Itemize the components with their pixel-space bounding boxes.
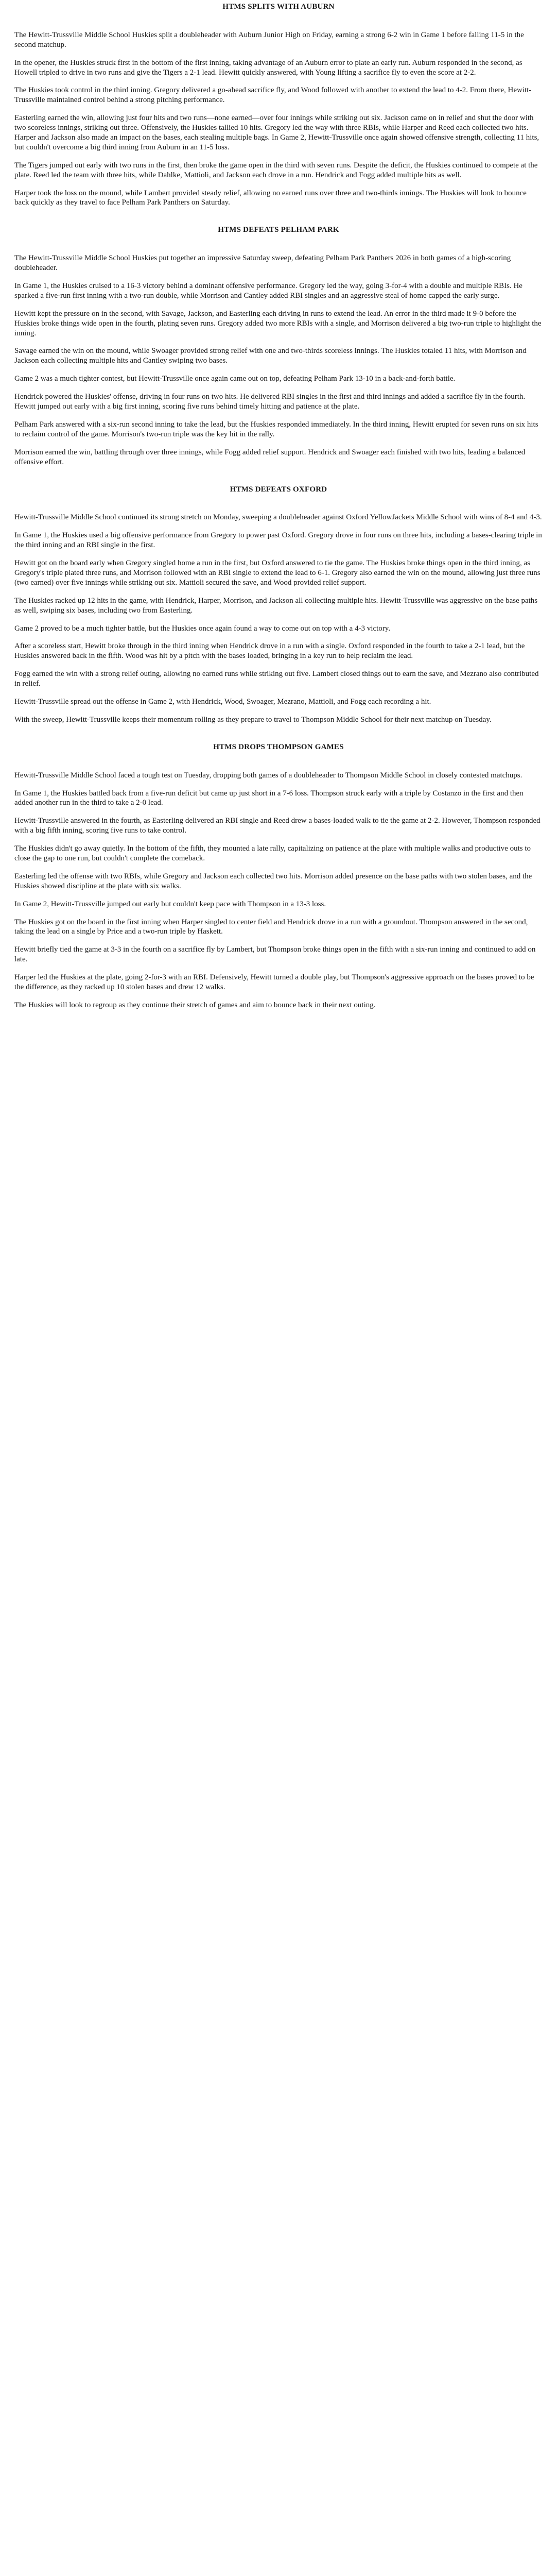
- article-paragraph: The Huskies took control in the third inning. Gregory delivered a go-ahead sacrifice fly, and Wood followed with another to extend the lead to 4-2. From there, Hewitt-Trussville maintained control behind a strong pitching performance.: [14, 86, 532, 105]
- article-paragraph: Hewitt-Trussville answered in the fourth, as Easterling delivered an RBI single and Reed drew a bases-loaded walk to tie the game at 2-2. However, Thompson responded with a big fifth inning, scoring five runs to take control.: [14, 817, 540, 835]
- article-paragraph: Hewitt got on the board early when Gregory singled home a run in the first, but Oxford answered to tie the game. The Huskies broke things open in the third inning, as Gregory's triple plated three runs, and Morrison followed with an RBI single to extend the lead to 6-1. Gregory also earned the win on the mound, allowing just three runs (two earned) over five innings while striking out six. Mattioli secured the save, and Wood provided relief support.: [14, 559, 540, 587]
- article-paragraph: The Huskies didn't go away quietly. In the bottom of the fifth, they mounted a late rally, capitalizing on patience at the plate with multiple walks and productive outs to close the gap to one run, but couldn't complete the comeback.: [14, 844, 531, 862]
- article-paragraph: In the opener, the Huskies struck first in the bottom of the first inning, taking advantage of an Auburn error to plate an early run. Auburn responded in the second, as Howell tripled to drive in two runs and give the Tigers a 2-1 lead. Hewitt quickly answered, with Young lifting a sacrifice fly to even the score at 2-2.: [14, 58, 522, 77]
- article-auburn: [14, 2, 543, 208]
- article-thompson: [14, 742, 543, 1010]
- article-headline: HTMS DEFEATS PELHAM PARK: [218, 226, 339, 234]
- article-paragraph: The Huskies racked up 12 hits in the game, with Hendrick, Harper, Morrison, and Jackson all collecting multiple hits. Hewitt-Trussville was aggressive on the base paths as well, swiping six bases, including two from Easterling.: [14, 596, 538, 615]
- article-paragraph: In Game 1, the Huskies used a big offensive performance from Gregory to power past Oxford. Gregory drove in four runs on three hits, including a bases-clearing triple in the third inning and an RBI single in the first.: [14, 531, 542, 550]
- article-paragraph: The Hewitt-Trussville Middle School Huskies put together an impressive Saturday sweep, defeating Pelham Park Panthers 2026 in both games of a high-scoring doubleheader.: [14, 254, 511, 273]
- article-paragraph: Hewitt-Trussville Middle School faced a tough test on Tuesday, dropping both games of a doubleheader to Thompson Middle School in closely contested matchups.: [14, 771, 522, 779]
- article-paragraph: Game 2 proved to be a much tighter battle, but the Huskies once again found a way to come out on top with a 4-3 victory.: [14, 624, 391, 633]
- article-paragraph: Harper led the Huskies at the plate, going 2-for-3 with an RBI. Defensively, Hewitt turned a double play, but Thompson's aggressive approach on the bases proved to be the difference, as they racked up 10 stolen bases and drew 12 walks.: [14, 973, 534, 991]
- article-headline: HTMS SPLITS WITH AUBURN: [222, 3, 335, 11]
- article-paragraph: Easterling led the offense with two RBIs, while Gregory and Jackson each collected two hits. Morrison added presence on the base paths with two stolen bases, and the Huskies showed discipline at the plate with six walks.: [14, 872, 532, 890]
- article-paragraph: With the sweep, Hewitt-Trussville keeps their momentum rolling as they prepare to travel to Thompson Middle School for their next matchup on Tuesday.: [14, 715, 492, 724]
- article-paragraph: Morrison earned the win, battling through over three innings, while Fogg added relief support. Hendrick and Swoager each finished with two hits, leading a balanced offensive effort.: [14, 448, 526, 466]
- article-paragraph: In Game 1, the Huskies battled back from a five-run deficit but came up just short in a 7-6 loss. Thompson struck early with a triple by Costanzo in the first and then added another run in the third to take a 2-0 lead.: [14, 789, 524, 807]
- article-pelham-park: [14, 225, 543, 467]
- article-paragraph: The Huskies got on the board in the first inning when Harper singled to center field and Hendrick drove in a run with a groundout. Thompson answered in the second, taking the lead on a single by Price and a two-run triple by Haskett.: [14, 918, 528, 936]
- article-paragraph: The Tigers jumped out early with two runs in the first, then broke the game open in the third with seven runs. Despite the deficit, the Huskies continued to compete at the plate. Reed led the team with three hits, while Dahlke, Mattioli, and Jackson each drove in a run. Hendrick and Fogg added multiple hits as well.: [14, 161, 538, 179]
- article-paragraph: Harper took the loss on the mound, while Lambert provided steady relief, allowing no earned runs over three and two-thirds innings. The Huskies will look to bounce back quickly as they travel to face Pelham Park Panthers on Saturday.: [14, 189, 527, 207]
- article-paragraph: Hendrick powered the Huskies' offense, driving in four runs on two hits. He delivered RBI singles in the first and third innings and added a sacrifice fly in the fourth. Hewitt jumped out early with a big first inning, scoring five runs behind timely hitting and patience at the plate.: [14, 393, 526, 411]
- article-paragraph: Fogg earned the win with a strong relief outing, allowing no earned runs while striking out five. Lambert closed things out to earn the save, and Mezrano also contributed in relief.: [14, 670, 539, 688]
- article-paragraph: Savage earned the win on the mound, while Swoager provided strong relief with one and two-thirds scoreless innings. The Huskies totaled 11 hits, with Morrison and Jackson each collecting multiple hits and Cantley swiping two bases.: [14, 347, 527, 365]
- article-headline: HTMS DEFEATS OXFORD: [230, 485, 327, 494]
- article-headline: HTMS DROPS THOMPSON GAMES: [213, 742, 344, 751]
- article-paragraph: The Huskies will look to regroup as they continue their stretch of games and aim to bounce back in their next outing.: [14, 1001, 376, 1009]
- article-oxford: [14, 485, 543, 725]
- article-paragraph: In Game 1, the Huskies cruised to a 16-3 victory behind a dominant offensive performance. Gregory led the way, going 3-for-4 with a double and multiple RBIs. He sparked a five-run first inning with a two-run double, while Morrison and Cantley added RBI singles and an aggressive steal of home capped the early surge.: [14, 282, 522, 300]
- article-paragraph: Easterling earned the win, allowing just four hits and two runs—none earned—over four innings while striking out six. Jackson came on in relief and shut the door with two scoreless innings, striking out three. Offensively, the Huskies tallied 10 hits. Gregory led the way with three RBIs, while Harper and Reed each collected two hits. Harper and Jackson also made an impact on the bases, each stealing multiple bags. In Game 2, Hewitt-Trussville once again showed offensive strength, collecting 11 hits, but couldn't overcome a big third inning from Auburn in an 11-5 loss.: [14, 114, 539, 151]
- article-paragraph: Hewitt briefly tied the game at 3-3 in the fourth on a sacrifice fly by Lambert, but Thompson broke things open in the fifth with a six-run inning and continued to add on late.: [14, 945, 536, 964]
- article-paragraph: Hewitt-Trussville Middle School continued its strong stretch on Monday, sweeping a doubleheader against Oxford YellowJackets Middle School with wins of 8-4 and 4-3.: [14, 513, 542, 522]
- article-paragraph: After a scoreless start, Hewitt broke through in the third inning when Hendrick drove in a run with a single. Oxford responded in the fourth to take a 2-1 lead, but the Huskies answered back in the fifth. Wood was hit by a pitch with the bases loaded, bringing in a key run to help reclaim the lead.: [14, 642, 525, 660]
- article-paragraph: In Game 2, Hewitt-Trussville jumped out early but couldn't keep pace with Thompson in a 13-3 loss.: [14, 900, 326, 908]
- article-paragraph: Pelham Park answered with a six-run second inning to take the lead, but the Huskies responded immediately. In the third inning, Hewitt erupted for seven runs on six hits to reclaim control of the game. Morrison's two-run triple was the key hit in the rally.: [14, 420, 538, 438]
- article-paragraph: Game 2 was a much tighter contest, but Hewitt-Trussville once again came out on top, defeating Pelham Park 13-10 in a back-and-forth battle.: [14, 375, 456, 383]
- document: [0, 0, 558, 1010]
- article-paragraph: The Hewitt-Trussville Middle School Huskies split a doubleheader with Auburn Junior High on Friday, earning a strong 6-2 win in Game 1 before falling 11-5 in the second matchup.: [14, 30, 524, 49]
- article-paragraph: Hewitt-Trussville spread out the offense in Game 2, with Hendrick, Wood, Swoager, Mezrano, Mattioli, and Fogg each recording a hit.: [14, 697, 431, 706]
- article-paragraph: Hewitt kept the pressure on in the second, with Savage, Jackson, and Easterling each driving in runs to extend the lead. An error in the third made it 9-0 before the Huskies broke things wide open in the fourth, plating seven runs. Gregory added two more RBIs with a single, and Morrison delivered a big two-run triple to highlight the inning.: [14, 309, 542, 337]
